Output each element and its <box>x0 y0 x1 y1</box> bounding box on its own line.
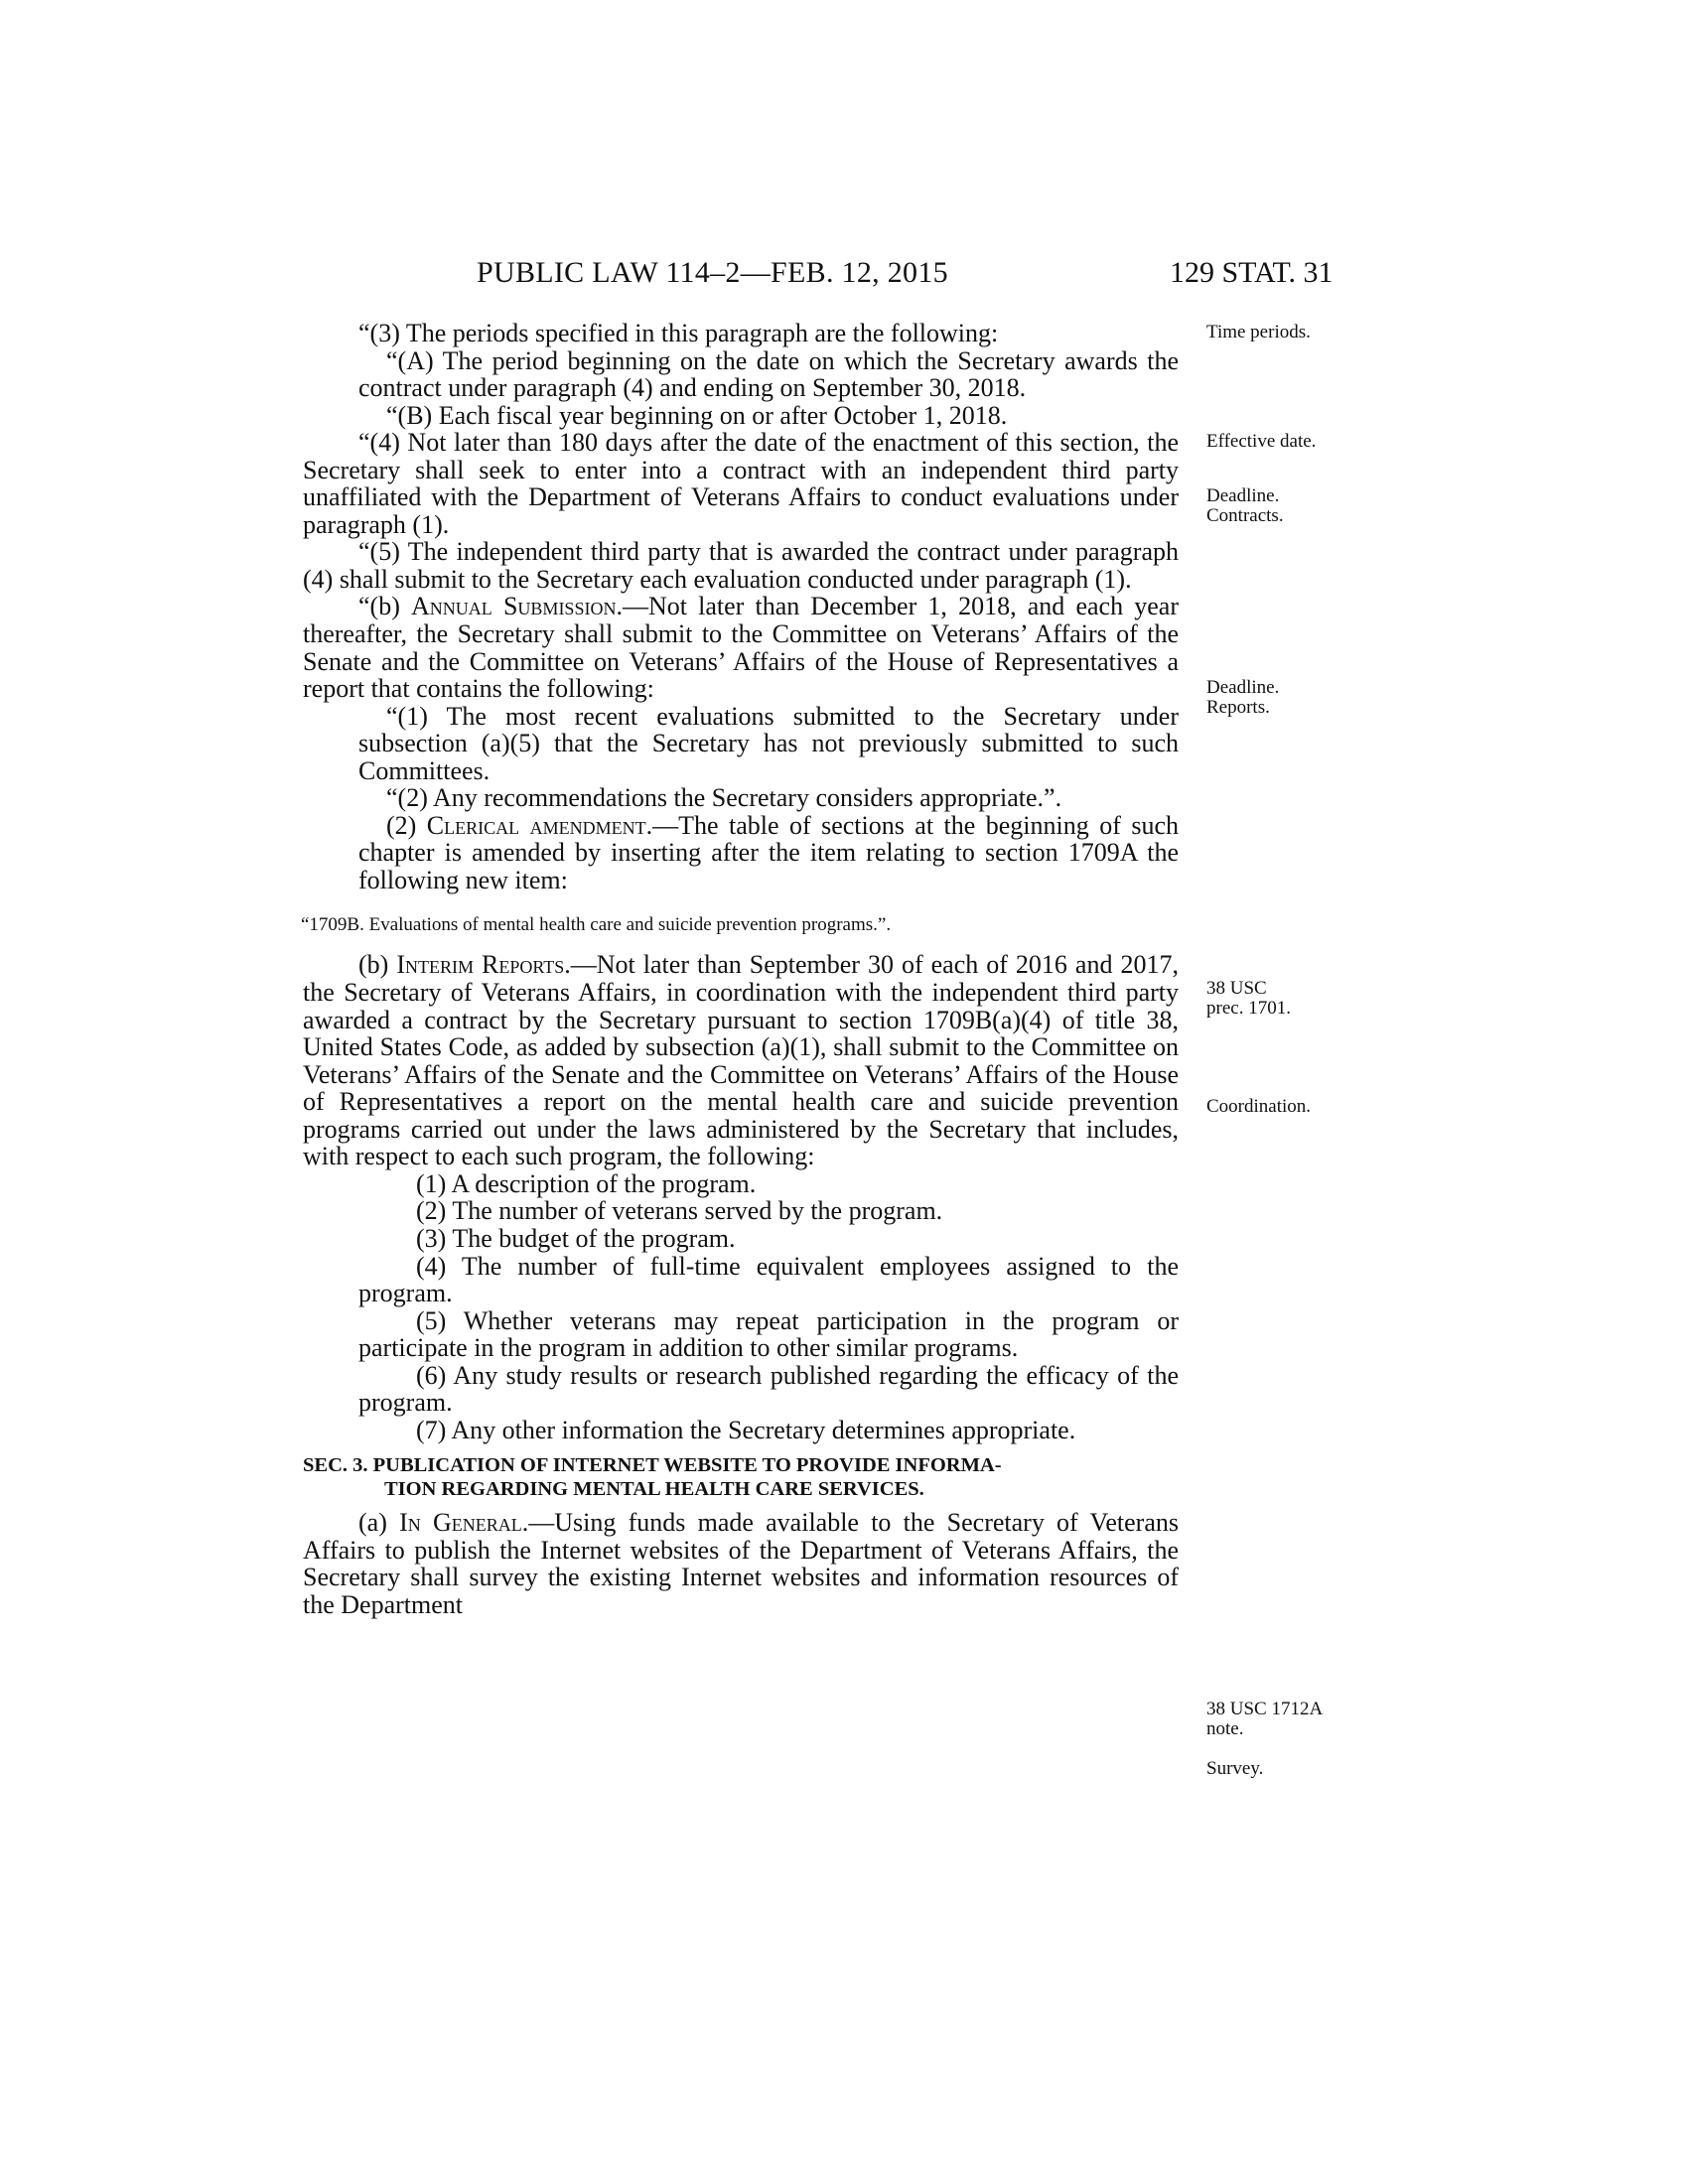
margin-note-usc-prec-line-2: prec. 1701. <box>1206 998 1291 1019</box>
in-general-paragraph <box>303 1509 1179 1618</box>
running-header <box>0 256 1688 296</box>
margin-note-time-periods: Time periods. <box>1206 322 1311 342</box>
margin-note-usc-1712a-line-2: note. <box>1206 1718 1244 1739</box>
list-item: (3) The budget of the program. <box>416 1223 736 1253</box>
list-item: (1) A description of the program. <box>416 1168 757 1198</box>
paragraph-periods: “(3) The periods specified in this paragraph are the following: <box>358 319 999 347</box>
list-item: (2) The number of veterans served by the program. <box>416 1196 943 1226</box>
interim-reports-text: .—Not later than September 30 of each of 2016 and 2017, the Secretary of Veterans Affairs, in coordination with the independent third party awarded a contract by the Secretary pursuant to section 1709B(a)(4) of title 38, United States Code, as added by subsection (a)(1), shall submit to the Committee on Veterans’ Affairs of the Senate and the Committee on Veterans’ Affairs of the House of Representatives a report on the mental health care and suicide prevention programs carried out under the laws administered by the Secretary that includes, with respect to each such program, the following: <box>303 950 1179 1171</box>
table-of-sections-item: “1709B. Evaluations of mental health care and suicide prevention programs.”. <box>301 914 892 936</box>
clerical-amendment-heading: Clerical amendment <box>426 810 646 840</box>
body-text <box>303 320 1179 1619</box>
margin-note-usc-prec <box>1206 979 1365 1019</box>
margin-note-survey: Survey. <box>1206 1758 1264 1779</box>
in-general-text: .—Using funds made available to the Secretary of Veterans Affairs to publish the Internet websites of the Department of Veterans Affairs, the Secretary shall survey the existing Internet websites and information resources of the Department <box>303 1508 1179 1619</box>
margin-note-usc-prec-line-1: 38 USC <box>1206 978 1267 999</box>
margin-note-coordination: Coordination. <box>1206 1096 1312 1117</box>
margin-note-deadline: Deadline. <box>1206 677 1280 698</box>
clerical-amendment-text: .—The table of sections at the beginning of such chapter is amended by inserting after the item relating to section 1709A the following new item: <box>358 810 1179 894</box>
annual-submission-item-1: “(1) The most recent evaluations submitted to the Secretary under subsection (a)(5) that the Secretary has not previously submitted to such Committees. <box>358 701 1179 785</box>
section-3-heading-line-2: TION REGARDING MENTAL HEALTH CARE SERVICES. <box>384 1478 924 1501</box>
paragraph-4: “(4) Not later than 180 days after the date of the enactment of this section, the Secretary shall seek to enter into a contract with an independent third party unaffiliated with the Department of Veterans Affairs to conduct evaluations under paragraph (1). <box>303 428 1179 539</box>
margin-note-usc-1712a-line-1: 38 USC 1712A <box>1206 1699 1324 1719</box>
annual-submission-item-2: “(2) Any recommendations the Secretary considers appropriate.”. <box>386 783 1062 813</box>
margin-note-deadline-contracts <box>1206 486 1365 526</box>
subparagraph-b: “(B) Each fiscal year beginning on or after October 1, 2018. <box>386 400 1008 430</box>
in-general-lead: (a) <box>358 1508 400 1538</box>
clerical-amendment-paragraph <box>303 812 1179 894</box>
margin-note-effective-date: Effective date. <box>1206 431 1317 452</box>
margin-note-usc-1712a <box>1206 1700 1365 1739</box>
section-3-heading <box>303 1453 1179 1501</box>
subparagraph-a: “(A) The period beginning on the date on which the Secretary awards the contract under paragraph (4) and ending on September 30, 2018. <box>358 345 1179 403</box>
annual-submission-lead: “(b) <box>358 592 412 621</box>
paragraph-5: “(5) The independent third party that is awarded the contract under paragraph (4) shall submit to the Secretary each evaluation conducted under paragraph (1). <box>303 537 1179 594</box>
stat-page-number: 129 STAT. 31 <box>1170 256 1334 289</box>
margin-note-deadline: Deadline. <box>1206 485 1280 506</box>
interim-reports-heading: Interim Reports <box>396 950 565 980</box>
annual-submission-heading: Annual Submission <box>411 592 617 621</box>
list-item: (6) Any study results or research published regarding the efficacy of the program. <box>358 1360 1179 1418</box>
running-title: PUBLIC LAW 114–2—FEB. 12, 2015 <box>477 256 948 289</box>
in-general-heading: In General <box>399 1508 522 1538</box>
list-item: (4) The number of full-time equivalent employees assigned to the program. <box>358 1251 1179 1308</box>
interim-reports-paragraph <box>303 951 1179 1169</box>
list-item: (7) Any other information the Secretary determines appropriate. <box>416 1415 1076 1444</box>
margin-note-deadline-reports <box>1206 678 1365 718</box>
interim-reports-lead: (b) <box>358 950 397 980</box>
section-3-heading-line-1: SEC. 3. PUBLICATION OF INTERNET WEBSITE TO PROVIDE INFORMA- <box>303 1454 1002 1477</box>
margin-note-reports: Reports. <box>1206 697 1270 718</box>
annual-submission-paragraph <box>303 593 1179 702</box>
margin-note-contracts: Contracts. <box>1206 505 1284 526</box>
annual-submission-text: .—Not later than December 1, 2018, and each year thereafter, the Secretary shall submit to the Committee on Veterans’ Affairs of the Senate and the Committee on Veterans’ Affairs of the House of Representatives a report that contains the following: <box>303 592 1179 704</box>
list-item: (5) Whether veterans may repeat participation in the program or participate in the program in addition to other similar programs. <box>358 1305 1179 1363</box>
clerical-amendment-lead: (2) <box>386 810 427 840</box>
